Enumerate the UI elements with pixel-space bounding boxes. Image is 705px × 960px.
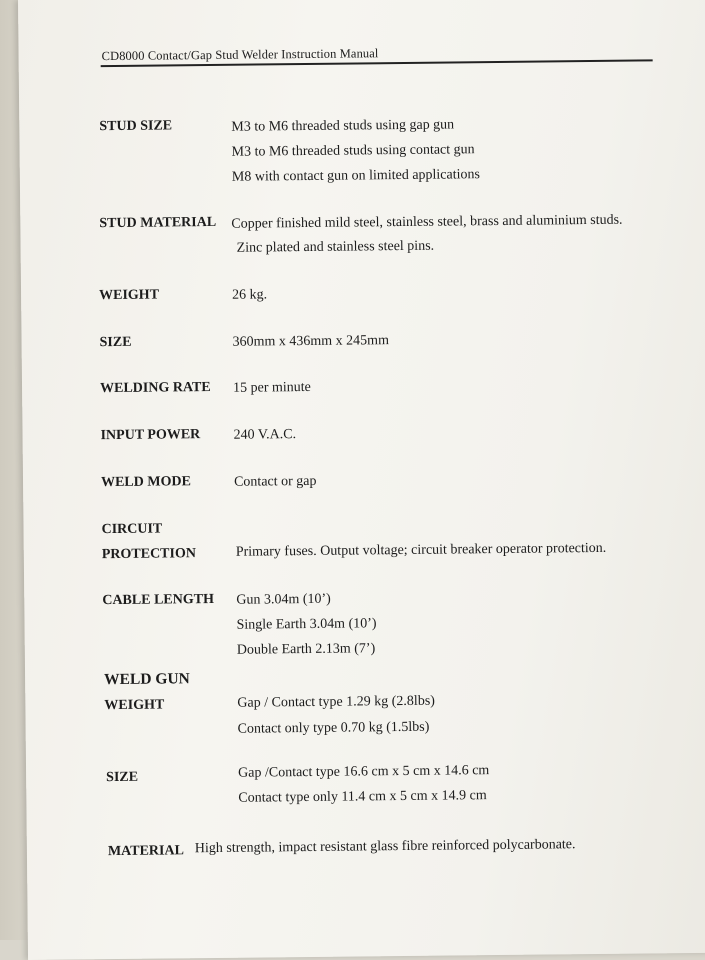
size-value: 360mm x 436mm x 245mm (232, 333, 390, 350)
stud-size-label: STUD SIZE (99, 118, 173, 135)
welding-rate-value: 15 per minute (232, 379, 311, 396)
weight-value: 26 kg. (232, 287, 268, 303)
weld-gun-weight-line-1: Gap / Contact type 1.29 kg (2.8lbs) (237, 693, 435, 711)
circuit-protection-value: Primary fuses. Output voltage; circuit breaker operator protection. (235, 540, 607, 560)
cable-length-label: CABLE LENGTH (102, 591, 215, 609)
input-power-label: INPUT POWER (100, 427, 201, 444)
cable-length-line-2: Single Earth 3.04m (10’) (236, 616, 377, 633)
welding-rate-label: WELDING RATE (99, 380, 211, 397)
manual-page (18, 0, 705, 960)
weight-label: WEIGHT (99, 287, 160, 304)
page-header: CD8000 Contact/Gap Stud Welder Instruction Manual (101, 46, 379, 64)
cable-length-line-3: Double Earth 2.13m (7’) (236, 641, 376, 658)
weld-gun-size-label: SIZE (106, 769, 139, 786)
protection-label: PROTECTION (101, 546, 197, 563)
input-power-value: 240 V.A.C. (233, 427, 297, 443)
material-label: MATERIAL (107, 843, 184, 860)
weld-gun-size-line-1: Gap /Contact type 16.6 cm x 5 cm x 14.6 cm (238, 763, 490, 781)
stud-size-line-2: M3 to M6 threaded studs using contact gun (231, 142, 475, 160)
circuit-label: CIRCUIT (101, 521, 163, 538)
weld-gun-weight-label: WEIGHT (104, 697, 165, 714)
stud-material-line-1: Copper finished mild steel, stainless steel, brass and aluminium studs. (231, 212, 623, 232)
cable-length-line-1: Gun 3.04m (10’) (236, 591, 331, 608)
stud-size-line-3: M8 with contact gun on limited applications (231, 167, 481, 185)
size-label: SIZE (99, 334, 132, 351)
weld-gun-weight-line-2: Contact only type 0.70 kg (1.5lbs) (237, 719, 430, 737)
stud-size-line-1: M3 to M6 threaded studs using gap gun (231, 117, 455, 135)
weld-mode-value: Contact or gap (233, 473, 317, 490)
weld-gun-heading: WELD GUN (104, 670, 190, 689)
weld-mode-label: WELD MODE (100, 474, 191, 491)
material-value: High strength, impact resistant glass fibre reinforced polycarbonate. (194, 837, 576, 857)
stud-material-line-2: Zinc plated and stainless steel pins. (236, 238, 435, 256)
stud-material-label: STUD MATERIAL (99, 214, 217, 232)
weld-gun-size-line-2: Contact type only 11.4 cm x 5 cm x 14.9 cm (238, 788, 487, 806)
